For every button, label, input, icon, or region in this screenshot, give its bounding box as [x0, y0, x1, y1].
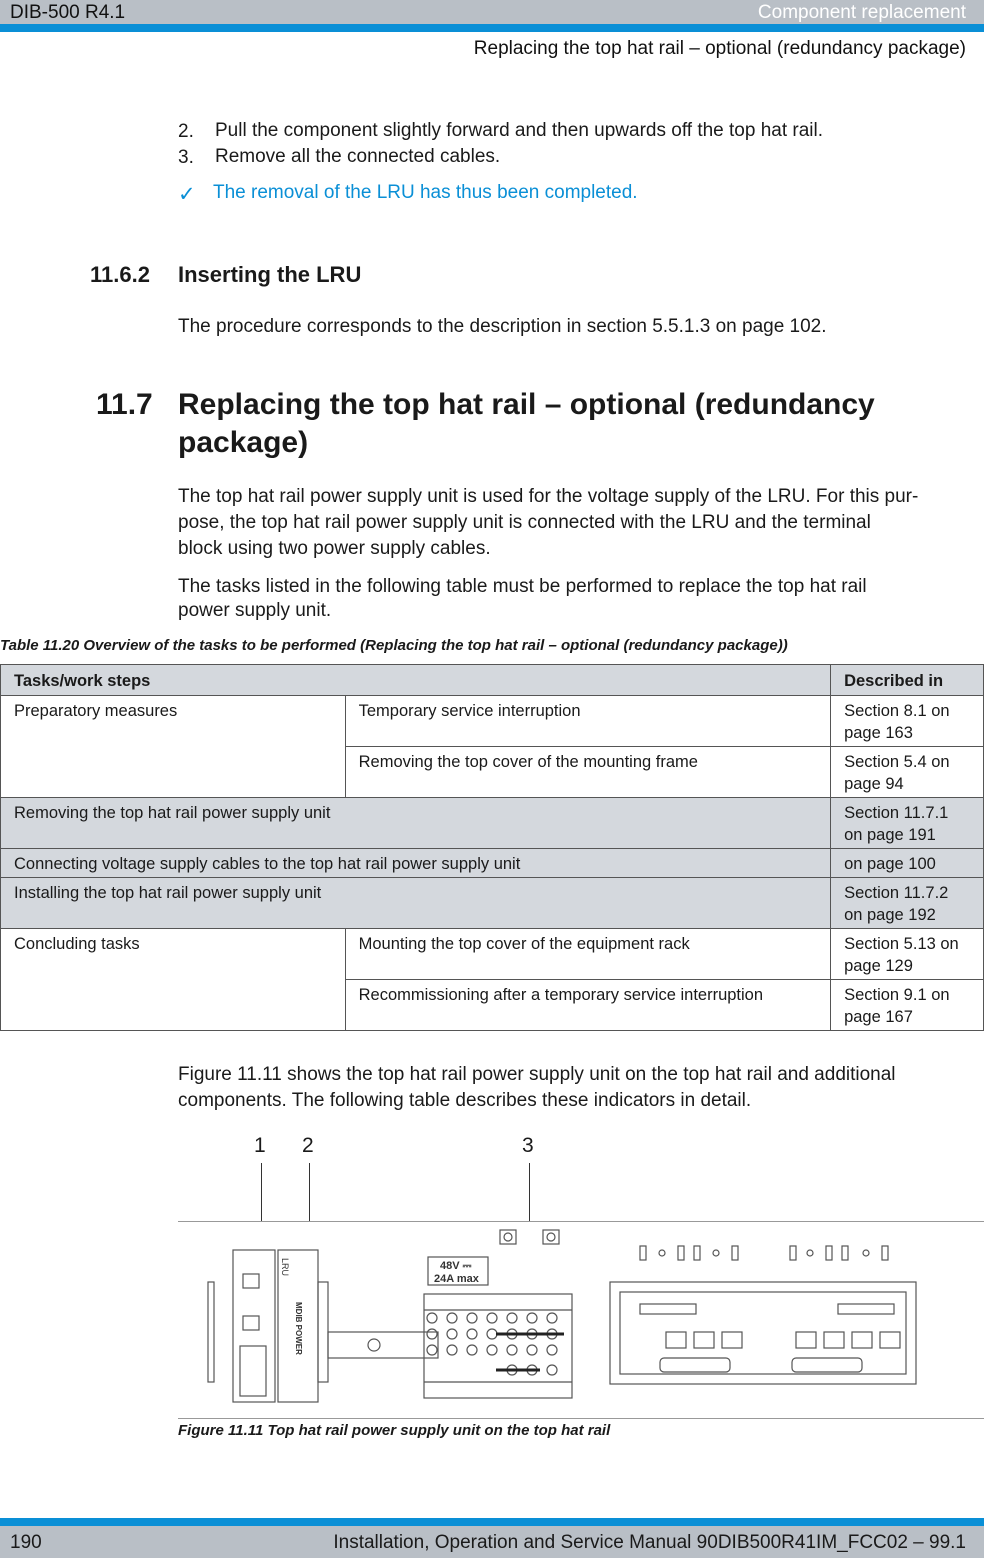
lru-module [233, 1250, 275, 1402]
figure-caption: Figure 11.11 Top hat rail power supply unit on the top hat rail [178, 1422, 611, 1439]
table-cell: Recommissioning after a temporary service interruption [345, 980, 830, 1031]
step-text: Pull the component slightly forward and then upwards off the top hat rail. [215, 120, 824, 141]
step-number: 2. [178, 121, 194, 142]
section-heading: Inserting the LRU [178, 262, 362, 287]
paragraph: The tasks listed in the following table must be performed to replace the top hat rail [178, 576, 867, 597]
paragraph: Figure 11.11 shows the top hat rail power supply unit on the top hat rail and additional [178, 1064, 896, 1085]
top-hat-rail-segment [328, 1332, 438, 1358]
section-heading: Replacing the top hat rail – optional (redundancy [178, 388, 875, 421]
table-cell: Connecting voltage supply cables to the top hat rail power supply unit [1, 849, 831, 878]
table-cell: Removing the top cover of the mounting frame [345, 747, 830, 798]
table-row [1, 798, 984, 849]
psu-voltage-label: 48V ⎓ [440, 1260, 472, 1272]
page-number: 190 [10, 1532, 42, 1553]
paragraph: pose, the top hat rail power supply unit is connected with the LRU and the terminal [178, 512, 871, 533]
table-cell: Section 9.1 on page 167 [831, 980, 984, 1031]
terminal-screws [427, 1313, 557, 1375]
table-cell: Mounting the top cover of the equipment rack [345, 929, 830, 980]
lru-label: LRU [280, 1258, 290, 1277]
table-cell: Section 11.7.2 on page 192 [831, 878, 984, 929]
checkmark-icon: ✓ [178, 183, 196, 206]
callout-number: 2 [302, 1134, 314, 1157]
table-cell: Section 8.1 on page 163 [831, 696, 984, 747]
manual-title: Installation, Operation and Service Manual 90DIB500R41IM_FCC02 – 99.1 [333, 1532, 966, 1553]
table-cell: Removing the top hat rail power supply unit [1, 798, 831, 849]
footer-accent-line [0, 1518, 984, 1526]
tasks-table [0, 664, 984, 1031]
psu-current-label: 24A max [434, 1273, 479, 1285]
doc-title: DIB-500 R4.1 [10, 2, 126, 23]
paragraph: The top hat rail power supply unit is used for the voltage supply of the LRU. For this pur- [178, 486, 919, 507]
callout-number: 1 [254, 1134, 266, 1157]
rail-screw-icon [368, 1339, 380, 1351]
table-cell: Section 5.13 on page 129 [831, 929, 984, 980]
table-cell: on page 100 [831, 849, 984, 878]
paragraph: The procedure corresponds to the description in section 5.5.1.3 on page 102. [178, 316, 827, 337]
table-cell: Section 5.4 on page 94 [831, 747, 984, 798]
column-header: Tasks/work steps [1, 665, 831, 696]
table-cell: Section 11.7.1 on page 191 [831, 798, 984, 849]
section-heading-cont: package) [178, 426, 309, 459]
table-row [1, 929, 984, 980]
paragraph: block using two power supply cables. [178, 538, 491, 559]
table-row [1, 878, 984, 929]
table-cell: Preparatory measures [1, 696, 346, 798]
step-number: 3. [178, 147, 194, 168]
paragraph: power supply unit. [178, 600, 332, 621]
power-module-label: MDIB POWER [294, 1302, 303, 1355]
section-number: 11.7 [96, 388, 153, 421]
table-cell: Concluding tasks [1, 929, 346, 1031]
table-caption: Table 11.20 Overview of the tasks to be performed (Replacing the top hat rail – optional (redundancy package)) [0, 637, 788, 654]
psu-rail-illustration [178, 1222, 984, 1420]
header-accent-line [0, 24, 984, 32]
table-row [1, 849, 984, 878]
table-row [1, 696, 984, 747]
column-header: Described in [831, 665, 984, 696]
section-number: 11.6.2 [90, 262, 150, 287]
step-text: Remove all the connected cables. [215, 146, 501, 167]
table-cell: Temporary service interruption [345, 696, 830, 747]
result-text: The removal of the LRU has thus been completed. [213, 182, 638, 203]
paragraph: components. The following table describes these indicators in detail. [178, 1090, 752, 1111]
section-title: Replacing the top hat rail – optional (redundancy package) [473, 38, 966, 59]
chapter-title: Component replacement [757, 2, 966, 23]
table-cell: Installing the top hat rail power supply unit [1, 878, 831, 929]
connector-panel [610, 1282, 916, 1384]
figure-drawing [178, 1221, 984, 1419]
callout-number: 3 [522, 1134, 534, 1157]
